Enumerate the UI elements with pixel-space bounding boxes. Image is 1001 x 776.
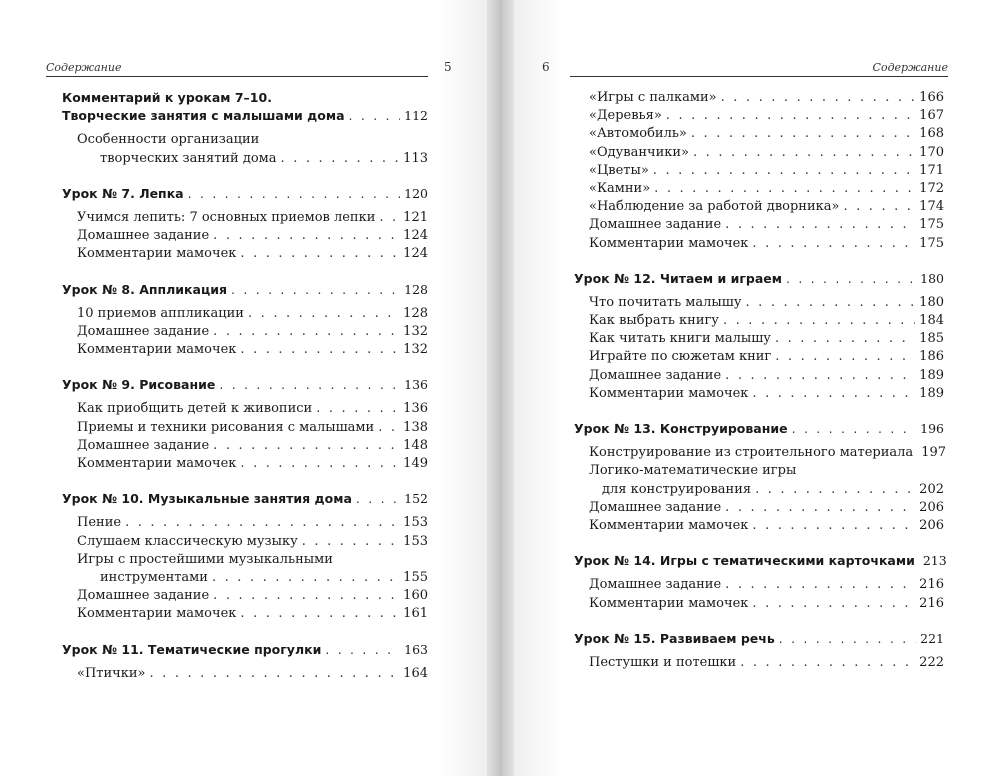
toc-entry-page: 196 <box>920 421 944 436</box>
dot-leader <box>240 455 399 473</box>
toc-subentry <box>62 305 428 323</box>
toc-entry-page: 166 <box>919 90 944 105</box>
toc-entry-title: Домашнее задание <box>589 577 722 593</box>
dot-leader <box>666 107 915 125</box>
running-head-title: Содержание <box>46 61 122 74</box>
toc-entry-title: «Наблюдение за работой дворника» <box>589 199 840 215</box>
dot-leader <box>721 89 916 107</box>
dot-leader <box>231 281 400 299</box>
toc-entry-title: «Птички» <box>77 665 146 681</box>
toc-entry-title: Урок № 7. Лепка <box>62 185 184 201</box>
toc-entry-page: 171 <box>919 162 944 178</box>
toc-entry-page: 128 <box>404 281 428 297</box>
toc-subentry <box>574 517 944 535</box>
toc-entry-title: Урок № 15. Развиваем речь <box>574 630 775 646</box>
toc-entry-title: Что почитать малышу <box>589 294 742 310</box>
toc-heading <box>62 641 428 659</box>
toc-heading <box>62 490 428 508</box>
toc-subentry <box>62 514 428 532</box>
toc-entry-title: Урок № 8. Аппликация <box>62 281 228 297</box>
toc-entry-page: 221 <box>920 630 944 646</box>
toc-subentry <box>62 605 428 623</box>
table-of-contents-right <box>574 89 947 672</box>
dot-leader <box>779 630 916 648</box>
dot-leader <box>746 294 916 312</box>
dot-leader <box>752 595 915 613</box>
toc-entry-title: Пение <box>77 515 122 531</box>
toc-entry-title: 10 приемов аппликации <box>77 305 244 321</box>
page-number: 6 <box>542 60 550 74</box>
toc-entry-title: «Одуванчики» <box>589 144 690 160</box>
toc-subentry <box>574 180 944 198</box>
toc-entry-page: 206 <box>919 499 944 515</box>
toc-entry-title: Как выбрать книгу <box>589 313 719 329</box>
dot-leader <box>693 144 915 162</box>
dot-leader <box>752 235 915 253</box>
dot-leader <box>302 533 399 551</box>
toc-subentry <box>62 419 428 437</box>
dot-leader <box>752 517 915 535</box>
toc-entry-page: 168 <box>919 126 944 142</box>
toc-heading-line <box>62 89 428 107</box>
running-head-title: Содержание <box>872 61 948 74</box>
toc-entry-page: 138 <box>403 419 428 435</box>
dot-leader <box>213 437 399 455</box>
toc-entry-title: Слушаем классическую музыку <box>77 533 298 549</box>
page-number: 5 <box>444 60 452 74</box>
dot-leader <box>188 185 401 203</box>
toc-entry-title: Пестушки и потешки <box>589 654 737 670</box>
toc-entry-page: 172 <box>919 180 944 196</box>
toc-subentry <box>62 341 428 359</box>
toc-entry-title: Домашнее задание <box>77 588 210 604</box>
toc-subentry <box>574 444 947 462</box>
toc-entry-title: Комментарии мамочек <box>77 342 237 358</box>
dot-leader <box>740 654 915 672</box>
toc-heading <box>62 281 428 299</box>
toc-heading <box>574 270 944 288</box>
toc-entry-page: 197 <box>921 445 947 461</box>
toc-entry-page: 132 <box>403 342 428 358</box>
toc-entry-page: 213 <box>922 553 947 569</box>
dot-leader <box>240 245 399 263</box>
toc-entry-page: 164 <box>403 665 428 681</box>
dot-leader <box>775 330 915 348</box>
dot-leader <box>379 209 399 227</box>
dot-leader <box>752 385 915 403</box>
toc-entry-title: Как приобщить детей к живописи <box>77 401 313 417</box>
toc-entry-page: 155 <box>403 569 428 585</box>
toc-subentry-line <box>574 462 944 480</box>
toc-entry-page: 170 <box>919 144 944 160</box>
toc-entry-title: Как читать книги малышу <box>589 331 771 347</box>
toc-subentry <box>574 654 944 672</box>
toc-entry-title: Играйте по сюжетам книг <box>589 349 772 365</box>
toc-entry-page: 216 <box>919 577 944 593</box>
toc-entry-title: Домашнее задание <box>589 217 722 233</box>
toc-entry-title: Комментарии мамочек <box>589 517 749 533</box>
toc-entry-title: творческих занятий дома <box>100 150 277 166</box>
dot-leader <box>786 270 916 288</box>
toc-entry-title: Комментарии мамочек <box>77 456 237 471</box>
toc-entry-title: Комментарии мамочек <box>589 385 749 401</box>
toc-entry-page: 174 <box>919 199 944 215</box>
toc-subentry <box>574 595 944 613</box>
right-running-head <box>570 60 948 77</box>
toc-entry-title: Домашнее задание <box>77 323 210 339</box>
toc-entry-title: Комментарии мамочек <box>77 246 237 262</box>
table-of-contents-left <box>62 89 428 683</box>
toc-subentry-line <box>62 131 428 149</box>
toc-entry-title: для конструирования <box>602 481 752 497</box>
toc-entry-title: Комментарии мамочек <box>589 235 749 251</box>
toc-subentry <box>574 125 944 143</box>
toc-entry-title: Урок № 10. Музыкальные занятия дома <box>62 491 352 507</box>
toc-heading <box>62 185 428 203</box>
toc-subentry <box>62 227 428 245</box>
dot-leader <box>213 587 399 605</box>
toc-entry-page: 185 <box>919 331 944 347</box>
toc-entry-title: Урок № 13. Конструирование <box>574 421 788 436</box>
toc-subentry <box>574 235 944 253</box>
left-page <box>0 0 487 776</box>
toc-entry-title: Комментарии мамочек <box>589 595 749 611</box>
dot-leader <box>378 419 399 437</box>
dot-leader <box>843 198 915 216</box>
toc-subentry <box>574 481 944 499</box>
dot-leader <box>316 400 399 418</box>
dot-leader <box>356 490 400 508</box>
toc-heading <box>62 107 428 125</box>
toc-entry-title: Домашнее задание <box>77 437 210 453</box>
toc-subentry <box>574 107 944 125</box>
toc-entry-title: Творческие занятия с малышами дома <box>62 108 345 124</box>
toc-subentry <box>62 209 428 227</box>
toc-entry-title: Особенности организации <box>77 132 260 148</box>
toc-entry-page: 202 <box>919 481 944 497</box>
toc-entry-title: Урок № 12. Читаем и играем <box>574 270 782 286</box>
toc-entry-page: 113 <box>403 150 428 166</box>
dot-leader <box>691 125 915 143</box>
toc-entry-title: Учимся лепить: 7 основных приемов лепки <box>77 209 376 225</box>
toc-entry-page: 180 <box>919 294 944 310</box>
dot-leader <box>281 150 400 168</box>
toc-entry-page: 128 <box>403 305 428 321</box>
dot-leader <box>213 227 399 245</box>
toc-entry-title: Домашнее задание <box>77 228 210 244</box>
toc-entry-page: 180 <box>920 270 944 286</box>
toc-entry-title: «Камни» <box>589 180 651 196</box>
dot-leader <box>240 341 399 359</box>
toc-entry-title: «Цветы» <box>589 162 649 178</box>
dot-leader <box>725 576 915 594</box>
toc-entry-page: 175 <box>919 217 944 233</box>
toc-entry-page: 132 <box>403 323 428 339</box>
toc-heading <box>574 630 944 648</box>
toc-entry-title: инструментами <box>100 569 208 585</box>
toc-entry-title: Комментарий к урокам 7–10. <box>62 90 272 105</box>
toc-subentry <box>62 665 428 683</box>
toc-subentry <box>62 533 428 551</box>
toc-entry-title: Урок № 9. Рисование <box>62 377 216 393</box>
toc-subentry <box>574 216 944 234</box>
toc-subentry <box>574 162 944 180</box>
toc-entry-title: Урок № 11. Тематические прогулки <box>62 641 322 657</box>
toc-entry-page: 189 <box>919 367 944 383</box>
toc-subentry <box>574 198 944 216</box>
toc-subentry <box>574 385 944 403</box>
toc-subentry <box>62 323 428 341</box>
toc-entry-page: 153 <box>403 533 428 549</box>
toc-subentry <box>62 437 428 455</box>
dot-leader <box>725 216 915 234</box>
dot-leader <box>349 107 401 125</box>
dot-leader <box>213 323 399 341</box>
dot-leader <box>653 162 915 180</box>
dot-leader <box>150 665 400 683</box>
toc-entry-title: «Автомобиль» <box>589 126 687 142</box>
toc-entry-page: 175 <box>919 235 944 251</box>
toc-entry-page: 206 <box>919 517 944 533</box>
book-gutter <box>487 0 514 776</box>
toc-entry-page: 152 <box>404 491 428 507</box>
toc-subentry <box>62 569 428 587</box>
toc-entry-page: 189 <box>919 385 944 401</box>
toc-entry-title: Игры с простейшими музыкальными <box>77 551 333 567</box>
toc-entry-page: 184 <box>919 313 944 329</box>
toc-heading <box>62 376 428 394</box>
dot-leader <box>723 312 915 330</box>
toc-entry-page: 120 <box>404 185 428 201</box>
right-page <box>514 0 1001 776</box>
dot-leader <box>248 305 399 323</box>
toc-subentry <box>574 576 944 594</box>
toc-subentry-line <box>62 551 428 569</box>
dot-leader <box>792 420 917 438</box>
toc-subentry <box>62 587 428 605</box>
toc-subentry <box>574 144 944 162</box>
dot-leader <box>325 641 400 659</box>
toc-entry-title: Урок № 14. Игры с тематическими карточками <box>574 553 915 569</box>
toc-entry-title: Домашнее задание <box>589 499 722 515</box>
dot-leader <box>212 569 399 587</box>
toc-entry-page: 148 <box>403 437 428 453</box>
dot-leader <box>219 376 400 394</box>
toc-subentry <box>62 400 428 418</box>
toc-subentry <box>62 150 428 168</box>
dot-leader <box>755 481 915 499</box>
toc-entry-page: 149 <box>403 456 428 471</box>
toc-subentry <box>574 330 944 348</box>
toc-heading <box>574 420 944 438</box>
toc-entry-page: 136 <box>404 377 428 393</box>
toc-entry-page: 161 <box>403 606 428 622</box>
dot-leader <box>775 348 915 366</box>
toc-entry-page: 112 <box>404 108 428 124</box>
dot-leader <box>725 499 915 517</box>
toc-subentry <box>574 348 944 366</box>
toc-entry-page: 153 <box>403 515 428 531</box>
dot-leader <box>240 605 399 623</box>
toc-entry-page: 136 <box>403 401 428 417</box>
toc-entry-page: 121 <box>403 209 428 225</box>
dot-leader <box>654 180 915 198</box>
toc-entry-title: Логико-математические игры <box>589 463 797 479</box>
toc-entry-title: «Игры с палками» <box>589 90 717 105</box>
toc-subentry <box>62 455 428 473</box>
toc-entry-page: 124 <box>403 228 428 244</box>
dot-leader <box>125 514 399 532</box>
toc-subentry <box>574 312 944 330</box>
toc-entry-page: 167 <box>919 108 944 124</box>
toc-entry-page: 216 <box>919 595 944 611</box>
dot-leader <box>725 367 915 385</box>
toc-entry-page: 186 <box>919 349 944 365</box>
toc-subentry <box>574 499 944 517</box>
toc-subentry <box>574 367 944 385</box>
toc-entry-title: Комментарии мамочек <box>77 606 237 622</box>
toc-subentry <box>574 294 944 312</box>
toc-entry-page: 222 <box>919 654 944 670</box>
toc-entry-title: Домашнее задание <box>589 367 722 383</box>
toc-entry-page: 160 <box>403 588 428 604</box>
toc-entry-title: «Деревья» <box>589 108 662 124</box>
toc-entry-title: Приемы и техники рисования с малышами <box>77 419 375 435</box>
toc-entry-title: Конструирование из строительного материала <box>589 445 914 461</box>
left-running-head <box>46 60 428 77</box>
toc-entry-page: 163 <box>404 641 428 657</box>
toc-subentry <box>62 245 428 263</box>
toc-entry-page: 124 <box>403 246 428 262</box>
toc-subentry <box>574 89 944 107</box>
toc-heading <box>574 552 947 570</box>
